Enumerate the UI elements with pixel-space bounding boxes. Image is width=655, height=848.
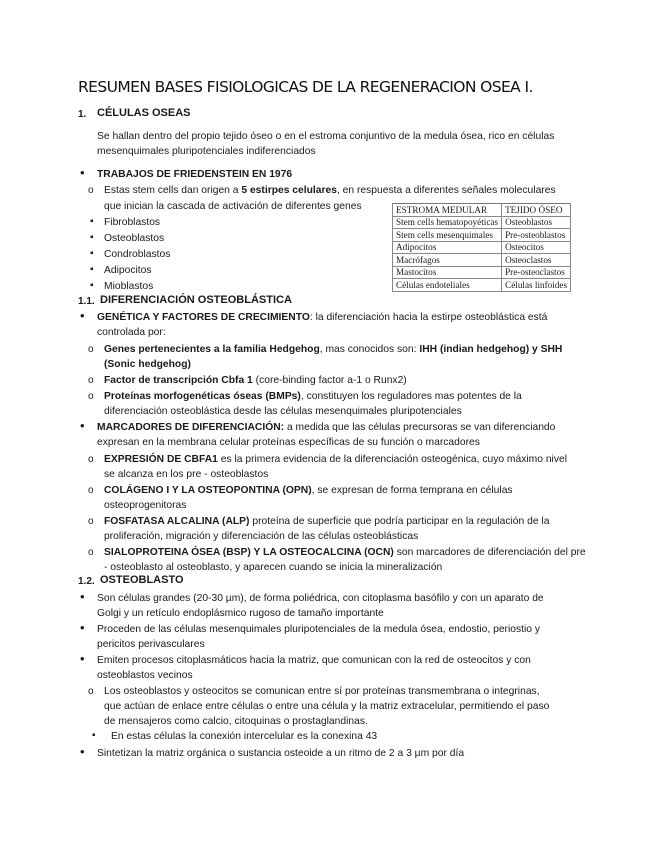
paragraph-line: Factor de transcripción Cbfa 1 (core-binding factor a-1 o Runx2) <box>104 375 407 386</box>
paragraph-line: Sintetizan la matriz orgánica o sustancia osteoide a un ritmo de 2 a 3 µm por día <box>97 748 465 759</box>
square-bullet-icon <box>90 247 94 260</box>
table-row <box>393 266 571 279</box>
bullet-icon <box>80 309 85 324</box>
table-cell: Osteoclastos <box>502 254 571 267</box>
cell-types-table <box>392 203 571 292</box>
table-cell: Adipocitos <box>393 241 502 254</box>
paragraph-line: que inician la cascada de activación de diferentes genes <box>104 201 362 212</box>
paragraph-line: proliferación, migración y diferenciación de las células osteoblásticas <box>104 531 419 542</box>
subheading-friedenstein: TRABAJOS DE FRIEDENSTEIN EN 1976 <box>97 169 293 180</box>
table-row <box>393 229 571 242</box>
table-header: TEJIDO ÓSEO <box>502 204 571 217</box>
paragraph-line: diferenciación osteoblástica desde las células mesenquimales pluripotenciales <box>104 406 462 417</box>
paragraph-line: Se hallan dentro del propio tejido óseo o en el estroma conjuntivo de la medula ósea, rico en células <box>97 131 555 142</box>
paragraph-line: GENÉTICA Y FACTORES DE CRECIMIENTO: la diferenciación hacia la estirpe osteoblástica está <box>97 312 548 323</box>
table-header: ESTROMA MEDULAR <box>393 204 502 217</box>
paragraph-line: EXPRESIÓN DE CBFA1 es la primera evidencia de la diferenciación osteogénica, cuyo máximo nivel <box>104 454 568 465</box>
paragraph-line: COLÁGENO I Y LA OSTEOPONTINA (OPN), se expresan de forma temprana en células <box>104 485 513 496</box>
section-number: 1.1. <box>78 296 95 307</box>
table-cell: Osteoblastos <box>502 216 571 229</box>
table-row <box>393 216 571 229</box>
section-number: 1.2. <box>78 576 95 587</box>
table-cell: Mastocitos <box>393 266 502 279</box>
list-item: Condroblastos <box>104 249 171 260</box>
list-item: Osteoblastos <box>104 233 165 244</box>
bullet-icon <box>80 652 85 667</box>
circle-bullet-icon <box>88 685 94 698</box>
paragraph-line: se alcanza en los pre - osteoblastos <box>104 469 269 480</box>
table-row <box>393 279 571 292</box>
paragraph-line: expresan en la membrana celular proteínas específicas de su función o marcadores <box>97 437 480 448</box>
paragraph-line: Son células grandes (20-30 µm), de forma poliédrica, con citoplasma basófilo y con un aparato de <box>97 593 544 604</box>
paragraph-line: osteoblastos vecinos <box>97 670 193 681</box>
table-cell: Stem cells mesenquimales <box>393 229 502 242</box>
circle-bullet-icon <box>88 546 94 559</box>
table-cell: Pre-osteoblastos <box>502 229 571 242</box>
paragraph-line: Estas stem cells dan origen a 5 estirpes celulares, en respuesta a diferentes señales moleculares <box>104 185 556 196</box>
list-item: Fibroblastos <box>104 217 161 228</box>
table-cell: Pre-osteoclastos <box>502 266 571 279</box>
bullet-icon <box>80 745 85 760</box>
circle-bullet-icon <box>88 515 94 528</box>
bullet-icon <box>80 166 85 181</box>
bullet-icon <box>80 419 85 434</box>
paragraph-line: de mensajeros como calcio, citoquinas o prostaglandinas. <box>104 716 368 727</box>
paragraph-line: FOSFATASA ALCALINA (ALP) proteína de superficie que podría participar en la regulación de la <box>104 516 550 527</box>
circle-bullet-icon <box>88 453 94 466</box>
circle-bullet-icon <box>88 390 94 403</box>
paragraph-line: (Sonic hedgehog) <box>104 359 191 370</box>
table-header-row <box>393 204 571 217</box>
square-bullet-icon <box>90 279 94 292</box>
bullet-icon <box>80 590 85 605</box>
table-cell: Stem cells hematopoyéticas <box>393 216 502 229</box>
document-title: RESUMEN BASES FISIOLOGICAS DE LA REGENERACION OSEA I. <box>78 78 533 96</box>
paragraph-line: - osteoblasto al osteoblasto, y aparecen cuando se inicia la mineralización <box>104 562 443 573</box>
table-cell: Macrófagos <box>393 254 502 267</box>
paragraph-line: Proteínas morfogenéticas óseas (BMPs), constituyen los reguladores mas potentes de la <box>104 391 522 402</box>
paragraph-line: Golgi y un retículo endoplásmico rugoso de tamaño importante <box>97 608 384 619</box>
paragraph-line: que actúan de enlace entre células o entre una célula y la matriz extracelular, permitiendo el paso <box>104 701 550 712</box>
square-bullet-icon <box>92 729 96 742</box>
square-bullet-icon <box>90 231 94 244</box>
paragraph-line: pericitos perivasculares <box>97 639 205 650</box>
paragraph-line: Emiten procesos citoplasmáticos hacia la matriz, que comunican con la red de osteocitos y con <box>97 655 531 666</box>
paragraph-line: Genes pertenecientes a la familia Hedgehog, mas conocidos son: IHH (indian hedgehog) y SHH <box>104 344 563 355</box>
section-heading-osteoblasto: OSTEOBLASTO <box>100 574 184 586</box>
section-number: 1. <box>78 109 87 120</box>
paragraph-line: En estas células la conexión intercelular es la conexina 43 <box>111 731 378 742</box>
circle-bullet-icon <box>88 374 94 387</box>
paragraph-line: Los osteoblastos y osteocitos se comunican entre sí por proteínas transmembrana o integrinas, <box>104 686 540 697</box>
circle-bullet-icon <box>88 343 94 356</box>
square-bullet-icon <box>90 263 94 276</box>
circle-bullet-icon <box>88 484 94 497</box>
table-row <box>393 241 571 254</box>
square-bullet-icon <box>90 215 94 228</box>
list-item: Adipocitos <box>104 265 152 276</box>
section-heading-diferenciacion: DIFERENCIACIÓN OSTEOBLÁSTICA <box>100 294 292 306</box>
paragraph-line: MARCADORES DE DIFERENCIACIÓN: a medida que las células precursoras se van diferenciando <box>97 422 556 433</box>
paragraph-line: Proceden de las células mesenquimales pluripotenciales de la medula ósea, endostio, periostio y <box>97 624 541 635</box>
paragraph-line: osteoprogenitoras <box>104 500 187 511</box>
table-row <box>393 254 571 267</box>
table-cell: Células linfoides <box>502 279 571 292</box>
paragraph-line: controlada por: <box>97 327 166 338</box>
circle-bullet-icon <box>88 184 94 197</box>
section-heading-celulas-oseas: CÉLULAS OSEAS <box>97 107 191 119</box>
paragraph-line: SIALOPROTEINA ÓSEA (BSP) Y LA OSTEOCALCINA (OCN) son marcadores de diferenciación del pre <box>104 547 586 558</box>
bullet-icon <box>80 621 85 636</box>
list-item: Mioblastos <box>104 281 154 292</box>
paragraph-line: mesenquimales pluripotenciales indiferenciados <box>97 146 316 157</box>
table-cell: Osteocitos <box>502 241 571 254</box>
table-cell: Células endoteliales <box>393 279 502 292</box>
